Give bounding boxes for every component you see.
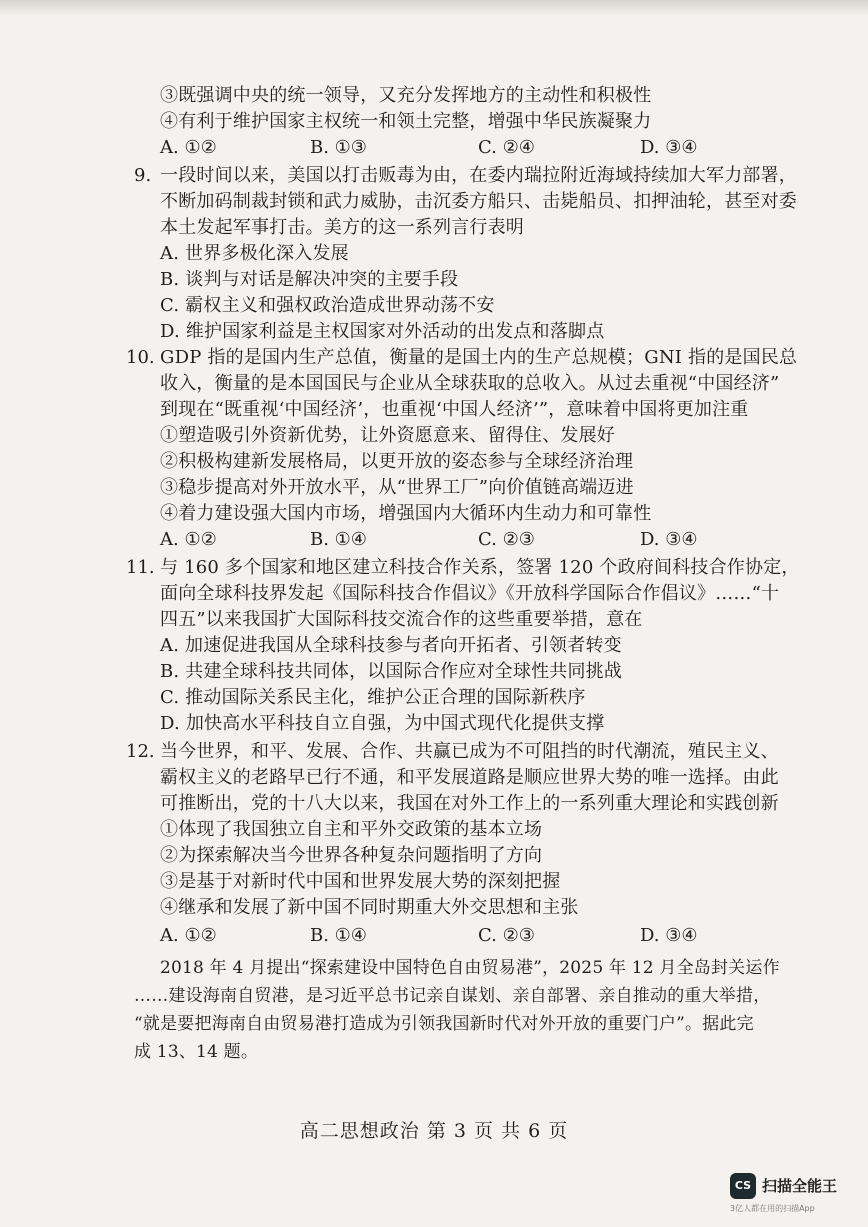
question-12-option-b: B. ①④ [310, 925, 367, 946]
question-10-stem-2: 收入，衡量的是本国国民与企业从全球获取的总收入。从过去重视“中国经济” [160, 373, 780, 394]
prev-option-a: A. ①② [160, 137, 217, 158]
prev-option-d: D. ③④ [640, 137, 698, 158]
question-11-stem-3: 四五”以来我国扩大国际科技交流合作的这些重要举措，意在 [160, 609, 643, 630]
question-11-stem-2: 面向全球科技界发起《国际科技合作倡议》《开放科学国际合作倡议》……“十 [160, 583, 780, 604]
question-12-stem-1: 当今世界，和平、发展、合作、共赢已成为不可阻挡的时代潮流，殖民主义、 [160, 741, 779, 762]
material-line-1: 2018 年 4 月提出“探索建设中国特色自由贸易港”，2025 年 12 月全岛封关运作 [160, 958, 780, 978]
question-10-option-b: B. ①④ [310, 529, 367, 550]
prev-statement-3: ③既强调中央的统一领导，又充分发挥地方的主动性和积极性 [160, 85, 652, 106]
prev-option-c: C. ②④ [478, 137, 535, 158]
question-12-stem-3: 可推断出，党的十八大以来，我国在对外工作上的一系列重大理论和实践创新 [160, 793, 779, 814]
question-10-statement-1: ①塑造吸引外资新优势，让外资愿意来、留得住、发展好 [160, 425, 615, 446]
question-12-statement-3: ③是基于对新时代中国和世界发展大势的深刻把握 [160, 871, 561, 892]
question-10-options [160, 528, 720, 552]
question-10-number: 10. [126, 347, 155, 368]
question-12-stem-2: 霸权主义的老路早已行不通，和平发展道路是顺应世界大势的唯一选择。由此 [160, 767, 779, 788]
question-9-option-c: C. 霸权主义和强权政治造成世界动荡不安 [160, 295, 495, 316]
question-10-option-d: D. ③④ [640, 529, 698, 550]
question-10-statement-3: ③稳步提高对外开放水平，从“世界工厂”向价值链高端迈进 [160, 477, 634, 498]
prev-options [160, 136, 720, 160]
question-11-option-a: A. 加速促进我国从全球科技参与者向开拓者、引领者转变 [160, 635, 622, 656]
question-9-number: 9. [134, 165, 152, 186]
question-9-stem-3: 本土发起军事打击。美方的这一系列言行表明 [160, 217, 524, 238]
question-9-option-a: A. 世界多极化深入发展 [160, 243, 349, 264]
question-10-statement-2: ②积极构建新发展格局，以更开放的姿态参与全球经济治理 [160, 451, 634, 472]
material-line-3: “就是要把海南自由贸易港打造成为引领我国新时代对外开放的重要门户”。据此完 [134, 1014, 754, 1034]
material-line-4: 成 13、14 题。 [134, 1042, 259, 1062]
question-12-statement-2: ②为探索解决当今世界各种复杂问题指明了方向 [160, 845, 543, 866]
question-10-statement-4: ④着力建设强大国内市场，增强国内大循环内生动力和可靠性 [160, 503, 652, 524]
prev-statement-4: ④有利于维护国家主权统一和领土完整，增强中华民族凝聚力 [160, 111, 652, 132]
question-12-option-c: C. ②③ [478, 925, 535, 946]
question-9-stem-2: 不断加码制裁封锁和武力威胁，击沉委方船只、击毙船员、扣押油轮，甚至对委 [160, 191, 797, 212]
question-10-option-a: A. ①② [160, 529, 217, 550]
question-10-stem-1: GDP 指的是国内生产总值，衡量的是国土内的生产总规模；GNI 指的是国民总 [160, 347, 798, 368]
watermark-tagline: 3亿人都在用的扫描App [730, 1204, 815, 1213]
scanner-watermark [730, 1173, 850, 1213]
page-footer: 高二思想政治 第 3 页 共 6 页 [299, 1120, 569, 1142]
watermark-brand: 扫描全能王 [762, 1177, 838, 1195]
question-12-option-a: A. ①② [160, 925, 217, 946]
question-12-statement-1: ①体现了我国独立自主和平外交政策的基本立场 [160, 819, 543, 840]
question-9-option-d: D. 维护国家利益是主权国家对外活动的出发点和落脚点 [160, 321, 605, 342]
question-11-option-d: D. 加快高水平科技自立自强，为中国式现代化提供支撑 [160, 713, 605, 734]
question-11-stem-1: 与 160 多个国家和地区建立科技合作关系，签署 120 个政府间科技合作协定， [160, 557, 800, 578]
question-12-number: 12. [126, 741, 155, 762]
camscanner-logo-icon: CS [730, 1173, 756, 1199]
question-12-statement-4: ④继承和发展了新中国不同时期重大外交思想和主张 [160, 897, 579, 918]
question-9-stem-1: 一段时间以来，美国以打击贩毒为由，在委内瑞拉附近海域持续加大军力部署， [160, 165, 797, 186]
question-12-options [160, 924, 720, 948]
question-11-number: 11. [126, 557, 155, 578]
question-11-option-b: B. 共建全球科技共同体，以国际合作应对全球性共同挑战 [160, 661, 623, 682]
question-11-option-c: C. 推动国际关系民主化，维护公正合理的国际新秩序 [160, 687, 586, 708]
prev-option-b: B. ①③ [310, 137, 367, 158]
material-line-2: ……建设海南自贸港，是习近平总书记亲自谋划、亲自部署、亲自推动的重大举措， [134, 986, 771, 1006]
question-10-stem-3: 到现在“既重视‘中国经济’，也重视‘中国人经济’”，意味着中国将更加注重 [160, 399, 749, 420]
question-9-option-b: B. 谈判与对话是解决冲突的主要手段 [160, 269, 459, 290]
question-12-option-d: D. ③④ [640, 925, 698, 946]
question-10-option-c: C. ②③ [478, 529, 535, 550]
